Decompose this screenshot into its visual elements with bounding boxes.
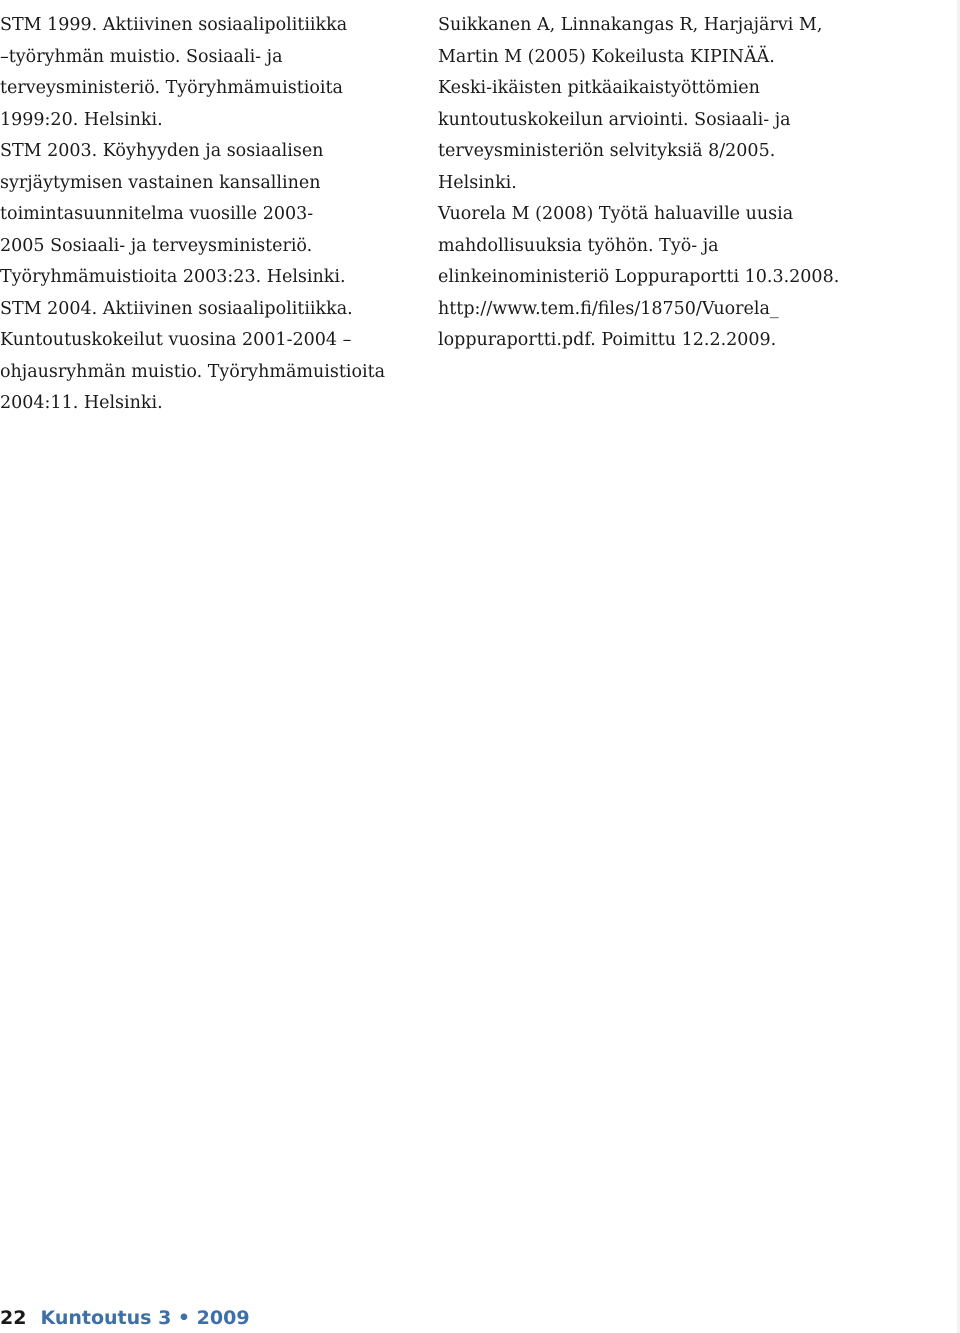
reference-line: Martin M (2005) Kokeilusta KIPINÄÄ. bbox=[438, 46, 775, 67]
reference-line: Kuntoutuskokeilut vuosina 2001-2004 – bbox=[0, 330, 352, 350]
reference-line: 2005 Sosiaali- ja terveysministeriö. bbox=[0, 235, 313, 256]
reference-line: syrjäytymisen vastainen kansallinen bbox=[0, 172, 321, 193]
reference-line: http://www.tem.fi/files/18750/Vuorela_ bbox=[438, 298, 779, 319]
reference-line: Helsinki. bbox=[438, 172, 517, 193]
references-left-column bbox=[0, 10, 410, 420]
reference-line: loppuraportti.pdf. Poimittu 12.2.2009. bbox=[438, 330, 777, 350]
reference-entry bbox=[0, 10, 410, 136]
reference-entry bbox=[0, 294, 410, 420]
reference-line: kuntoutuskokeilun arviointi. Sosiaali- ja bbox=[438, 109, 791, 130]
reference-line: STM 2003. Köyhyyden ja sosiaalisen bbox=[0, 141, 324, 161]
page-number: 22 bbox=[0, 1307, 27, 1329]
reference-line: Työryhmämuistioita 2003:23. Helsinki. bbox=[0, 267, 346, 287]
reference-line: Keski-ikäisten pitkäaikaistyöttömien bbox=[438, 78, 760, 98]
reference-line: elinkeinoministeriö Loppuraportti 10.3.2008. bbox=[438, 267, 840, 287]
reference-line: terveysministeriö. Työryhmämuistioita bbox=[0, 78, 343, 98]
reference-line: Suikkanen A, Linnakangas R, Harjajärvi M, bbox=[438, 15, 823, 35]
publication-title: Kuntoutus 3 • 2009 bbox=[40, 1307, 250, 1329]
reference-line: ohjausryhmän muistio. Työryhmämuistioita bbox=[0, 361, 386, 382]
reference-line: 1999:20. Helsinki. bbox=[0, 109, 163, 130]
references-right-column bbox=[438, 10, 948, 357]
reference-entry bbox=[0, 136, 410, 294]
reference-line: STM 2004. Aktiivinen sosiaalipolitiikka. bbox=[0, 298, 353, 319]
reference-line: Vuorela M (2008) Työtä haluaville uusia bbox=[438, 204, 794, 224]
reference-line: mahdollisuuksia työhön. Työ- ja bbox=[438, 235, 719, 256]
reference-entry bbox=[438, 10, 948, 199]
page-footer bbox=[0, 1303, 250, 1333]
reference-line: 2004:11. Helsinki. bbox=[0, 393, 163, 413]
reference-entry bbox=[438, 199, 948, 357]
reference-line: STM 1999. Aktiivinen sosiaalipolitiikka bbox=[0, 15, 348, 35]
reference-line: terveysministeriön selvityksiä 8/2005. bbox=[438, 141, 776, 161]
reference-line: –työryhmän muistio. Sosiaali- ja bbox=[0, 46, 283, 67]
reference-line: toimintasuunnitelma vuosille 2003- bbox=[0, 204, 314, 224]
